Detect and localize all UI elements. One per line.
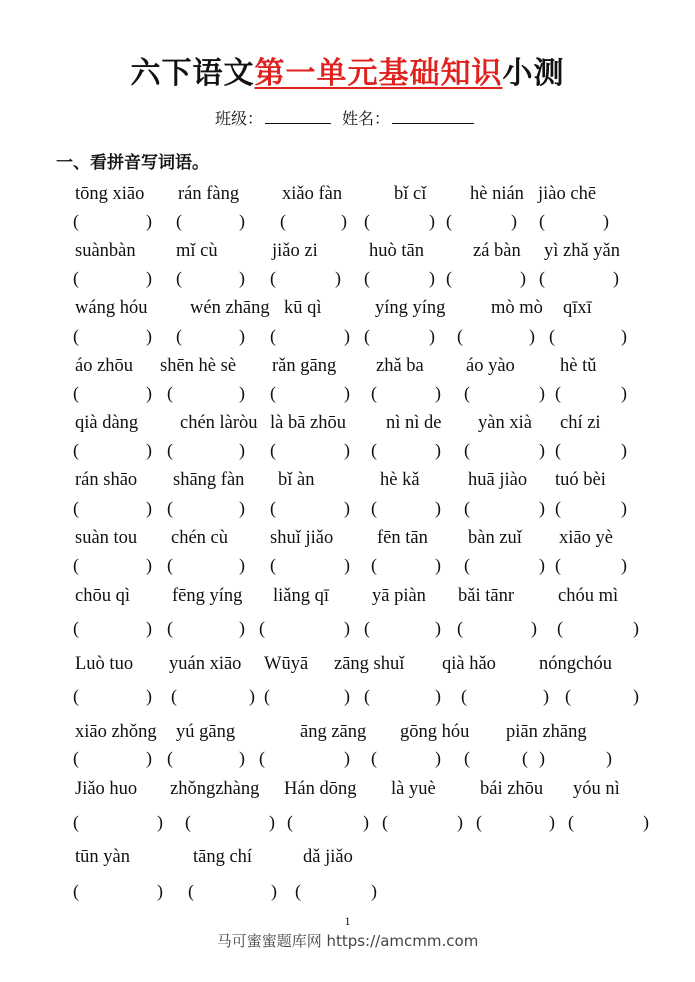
- close-paren: ): [239, 211, 245, 231]
- pinyin-item: qīxī: [563, 298, 592, 318]
- pinyin-item: rǎn gāng: [272, 356, 337, 376]
- close-paren: ): [344, 618, 350, 638]
- close-paren: ): [429, 326, 435, 346]
- pinyin-item: tuó bèi: [555, 470, 606, 490]
- close-paren: ): [344, 498, 350, 518]
- pinyin-item: Wūyā: [264, 654, 309, 674]
- pinyin-item: piān zhāng: [506, 722, 587, 742]
- close-paren: ): [435, 440, 441, 460]
- pinyin-item: yóu nì: [573, 779, 620, 799]
- close-paren: ): [621, 555, 627, 575]
- open-paren: (: [555, 498, 561, 518]
- close-paren: ): [239, 383, 245, 403]
- close-paren: ): [520, 268, 526, 288]
- pinyin-item: dǎ jiǎo: [303, 847, 353, 867]
- open-paren: (: [476, 812, 482, 832]
- pinyin-item: bǐ cǐ: [394, 184, 427, 204]
- open-paren: (: [371, 383, 377, 403]
- pinyin-item: yuán xiāo: [169, 654, 242, 674]
- close-paren: ): [239, 326, 245, 346]
- close-paren: ): [344, 748, 350, 768]
- pinyin-item: mò mò: [491, 298, 543, 318]
- section-heading: 一、看拼音写词语。: [56, 153, 209, 173]
- page-title: [0, 48, 695, 92]
- close-paren: ): [435, 618, 441, 638]
- pinyin-item: shuǐ jiǎo: [270, 528, 334, 548]
- close-paren: ): [239, 555, 245, 575]
- close-paren: ): [249, 686, 255, 706]
- close-paren: ): [621, 498, 627, 518]
- close-paren: ): [613, 268, 619, 288]
- close-paren: ): [335, 268, 341, 288]
- close-paren: ): [239, 268, 245, 288]
- page-number: 1: [344, 914, 351, 928]
- open-paren: (: [371, 498, 377, 518]
- close-paren: ): [146, 326, 152, 346]
- pinyin-item: áo zhōu: [75, 356, 134, 376]
- close-paren: ): [371, 881, 377, 901]
- title-highlight: 第一单元基础知识: [254, 56, 503, 91]
- close-paren: ): [363, 812, 369, 832]
- pinyin-item: wáng hóu: [75, 298, 148, 318]
- open-paren: (: [270, 498, 276, 518]
- pinyin-item: chōu qì: [75, 586, 130, 606]
- open-paren: (: [73, 211, 79, 231]
- pinyin-item: fēn tān: [377, 528, 428, 548]
- open-paren: (: [73, 618, 79, 638]
- close-paren: ): [643, 812, 649, 832]
- open-paren: (: [557, 618, 563, 638]
- open-paren: (: [364, 268, 370, 288]
- name-blank[interactable]: [392, 109, 474, 124]
- open-paren: (: [167, 383, 173, 403]
- pinyin-item: bǎi tānr: [458, 586, 514, 606]
- open-paren: (: [464, 498, 470, 518]
- pinyin-item: bái zhōu: [480, 779, 544, 799]
- pinyin-item: zāng shuǐ: [334, 654, 405, 674]
- pinyin-item: hè nián: [470, 184, 524, 204]
- open-paren: (: [364, 618, 370, 638]
- open-paren: (: [565, 686, 571, 706]
- close-paren: ): [539, 440, 545, 460]
- open-paren: (: [568, 812, 574, 832]
- pinyin-item: liǎng qī: [273, 586, 330, 606]
- open-paren: (: [555, 555, 561, 575]
- open-paren: (: [73, 881, 79, 901]
- open-paren: (: [73, 326, 79, 346]
- pinyin-item: huò tān: [369, 241, 424, 261]
- close-paren: ): [239, 498, 245, 518]
- open-paren: (: [371, 555, 377, 575]
- pinyin-item: rán fàng: [178, 184, 240, 204]
- open-paren: (: [464, 555, 470, 575]
- open-paren: (: [270, 326, 276, 346]
- open-paren: (: [371, 748, 377, 768]
- open-paren: (: [464, 383, 470, 403]
- open-paren: (: [461, 686, 467, 706]
- open-paren: (: [176, 326, 182, 346]
- open-paren: (: [176, 211, 182, 231]
- pinyin-item: jiǎo zi: [272, 241, 318, 261]
- pinyin-item: áo yào: [466, 356, 515, 376]
- close-paren: ): [146, 383, 152, 403]
- open-paren: (: [549, 326, 555, 346]
- open-paren: (: [73, 440, 79, 460]
- open-paren: (: [522, 748, 528, 768]
- close-paren: ): [146, 498, 152, 518]
- pinyin-item: shēn hè sè: [160, 356, 237, 376]
- open-paren: (: [73, 686, 79, 706]
- close-paren: ): [157, 881, 163, 901]
- open-paren: (: [555, 383, 561, 403]
- open-paren: (: [270, 268, 276, 288]
- footer-watermark: 马可蜜蜜题库网 https://amcmm.com: [216, 932, 479, 950]
- pinyin-item: kū qì: [284, 298, 322, 318]
- open-paren: (: [464, 440, 470, 460]
- open-paren: (: [185, 812, 191, 832]
- close-paren: ): [543, 686, 549, 706]
- open-paren: (: [295, 881, 301, 901]
- open-paren: (: [280, 211, 286, 231]
- close-paren: ): [603, 211, 609, 231]
- close-paren: ): [621, 440, 627, 460]
- close-paren: ): [606, 748, 612, 768]
- pinyin-item: là yuè: [391, 779, 436, 799]
- pinyin-item: nì nì de: [386, 413, 442, 433]
- pinyin-item: hè tǔ: [560, 356, 597, 376]
- open-paren: (: [73, 555, 79, 575]
- pinyin-item: āng zāng: [300, 722, 367, 742]
- open-paren: (: [73, 748, 79, 768]
- open-paren: (: [167, 555, 173, 575]
- close-paren: ): [239, 618, 245, 638]
- open-paren: (: [364, 326, 370, 346]
- pinyin-item: zhǒngzhàng: [170, 779, 260, 799]
- open-paren: (: [539, 211, 545, 231]
- open-paren: (: [73, 268, 79, 288]
- pinyin-item: jiào chē: [538, 184, 597, 204]
- open-paren: (: [167, 440, 173, 460]
- close-paren: ): [146, 618, 152, 638]
- class-label: 班级：: [214, 109, 263, 128]
- open-paren: (: [446, 211, 452, 231]
- open-paren: (: [73, 383, 79, 403]
- open-paren: (: [167, 748, 173, 768]
- open-paren: (: [176, 268, 182, 288]
- student-info: [0, 106, 695, 129]
- class-blank[interactable]: [265, 109, 331, 124]
- close-paren: ): [146, 211, 152, 231]
- pinyin-item: qià hǎo: [442, 654, 496, 674]
- pinyin-item: nóngchóu: [539, 654, 612, 674]
- close-paren: ): [344, 383, 350, 403]
- pinyin-item: tōng xiāo: [75, 184, 145, 204]
- close-paren: ): [435, 383, 441, 403]
- pinyin-item: zá bàn: [473, 241, 521, 261]
- pinyin-item: Jiǎo huo: [75, 779, 138, 799]
- open-paren: (: [539, 268, 545, 288]
- pinyin-item: yú gāng: [176, 722, 236, 742]
- close-paren: ): [531, 618, 537, 638]
- close-paren: ): [429, 211, 435, 231]
- pinyin-item: wén zhāng: [190, 298, 270, 318]
- open-paren: (: [270, 440, 276, 460]
- close-paren: ): [435, 555, 441, 575]
- close-paren: ): [146, 555, 152, 575]
- close-paren: ): [511, 211, 517, 231]
- open-paren: (: [264, 686, 270, 706]
- open-paren: (: [73, 498, 79, 518]
- close-paren: ): [621, 326, 627, 346]
- close-paren: ): [429, 268, 435, 288]
- open-paren: (: [382, 812, 388, 832]
- open-paren: (: [457, 326, 463, 346]
- pinyin-item: rán shāo: [75, 470, 138, 490]
- pinyin-item: chén làròu: [180, 413, 258, 433]
- pinyin-item: bàn zuǐ: [468, 528, 522, 548]
- title-part-3: 小测: [502, 56, 565, 91]
- open-paren: (: [457, 618, 463, 638]
- close-paren: ): [539, 498, 545, 518]
- open-paren: (: [371, 440, 377, 460]
- close-paren: ): [633, 618, 639, 638]
- close-paren: ): [146, 748, 152, 768]
- pinyin-item: Hán dōng: [284, 779, 357, 799]
- open-paren: (: [171, 686, 177, 706]
- open-paren: (: [364, 211, 370, 231]
- open-paren: (: [446, 268, 452, 288]
- open-paren: (: [73, 812, 79, 832]
- pinyin-item: suàn tou: [75, 528, 138, 548]
- pinyin-item: yì zhǎ yǎn: [544, 241, 621, 261]
- close-paren: ): [435, 498, 441, 518]
- close-paren: ): [633, 686, 639, 706]
- pinyin-item: chén cù: [171, 528, 229, 548]
- close-paren: ): [344, 686, 350, 706]
- close-paren: ): [539, 748, 545, 768]
- pinyin-item: tūn yàn: [75, 847, 130, 867]
- close-paren: ): [549, 812, 555, 832]
- close-paren: ): [341, 211, 347, 231]
- pinyin-item: qià dàng: [75, 413, 139, 433]
- close-paren: ): [344, 555, 350, 575]
- close-paren: ): [239, 440, 245, 460]
- open-paren: (: [364, 686, 370, 706]
- pinyin-item: tāng chí: [193, 847, 253, 867]
- close-paren: ): [529, 326, 535, 346]
- open-paren: (: [259, 748, 265, 768]
- pinyin-item: chóu mì: [558, 586, 619, 606]
- close-paren: ): [539, 383, 545, 403]
- pinyin-item: fēng yíng: [172, 586, 243, 606]
- close-paren: ): [435, 686, 441, 706]
- close-paren: ): [457, 812, 463, 832]
- pinyin-item: là bā zhōu: [270, 413, 347, 433]
- open-paren: (: [270, 383, 276, 403]
- pinyin-item: bǐ àn: [278, 470, 315, 490]
- open-paren: (: [167, 498, 173, 518]
- pinyin-item: gōng hóu: [400, 722, 470, 742]
- open-paren: (: [259, 618, 265, 638]
- pinyin-item: mǐ cù: [176, 241, 218, 261]
- close-paren: ): [157, 812, 163, 832]
- pinyin-item: xiāo yè: [559, 528, 613, 548]
- pinyin-item: suànbàn: [75, 241, 136, 261]
- pinyin-item: Luò tuo: [75, 654, 134, 674]
- pinyin-item: hè kǎ: [380, 470, 420, 490]
- close-paren: ): [146, 268, 152, 288]
- close-paren: ): [435, 748, 441, 768]
- close-paren: ): [344, 326, 350, 346]
- open-paren: (: [270, 555, 276, 575]
- open-paren: (: [167, 618, 173, 638]
- pinyin-item: huā jiào: [468, 470, 528, 490]
- close-paren: ): [146, 686, 152, 706]
- open-paren: (: [555, 440, 561, 460]
- open-paren: (: [464, 748, 470, 768]
- close-paren: ): [271, 881, 277, 901]
- close-paren: ): [239, 748, 245, 768]
- close-paren: ): [344, 440, 350, 460]
- pinyin-item: yíng yíng: [375, 298, 446, 318]
- pinyin-item: chí zi: [560, 413, 601, 433]
- pinyin-item: xiāo zhǒng: [75, 722, 157, 742]
- pinyin-item: yā piàn: [372, 586, 426, 606]
- pinyin-item: zhǎ ba: [376, 356, 424, 376]
- close-paren: ): [621, 383, 627, 403]
- close-paren: ): [146, 440, 152, 460]
- close-paren: ): [539, 555, 545, 575]
- open-paren: (: [188, 881, 194, 901]
- pinyin-item: xiǎo fàn: [282, 184, 343, 204]
- title-part-1: 六下语文: [130, 56, 255, 91]
- close-paren: ): [269, 812, 275, 832]
- pinyin-item: shāng fàn: [173, 470, 245, 490]
- open-paren: (: [287, 812, 293, 832]
- name-label: 姓名：: [342, 109, 391, 128]
- pinyin-item: yàn xià: [478, 413, 532, 433]
